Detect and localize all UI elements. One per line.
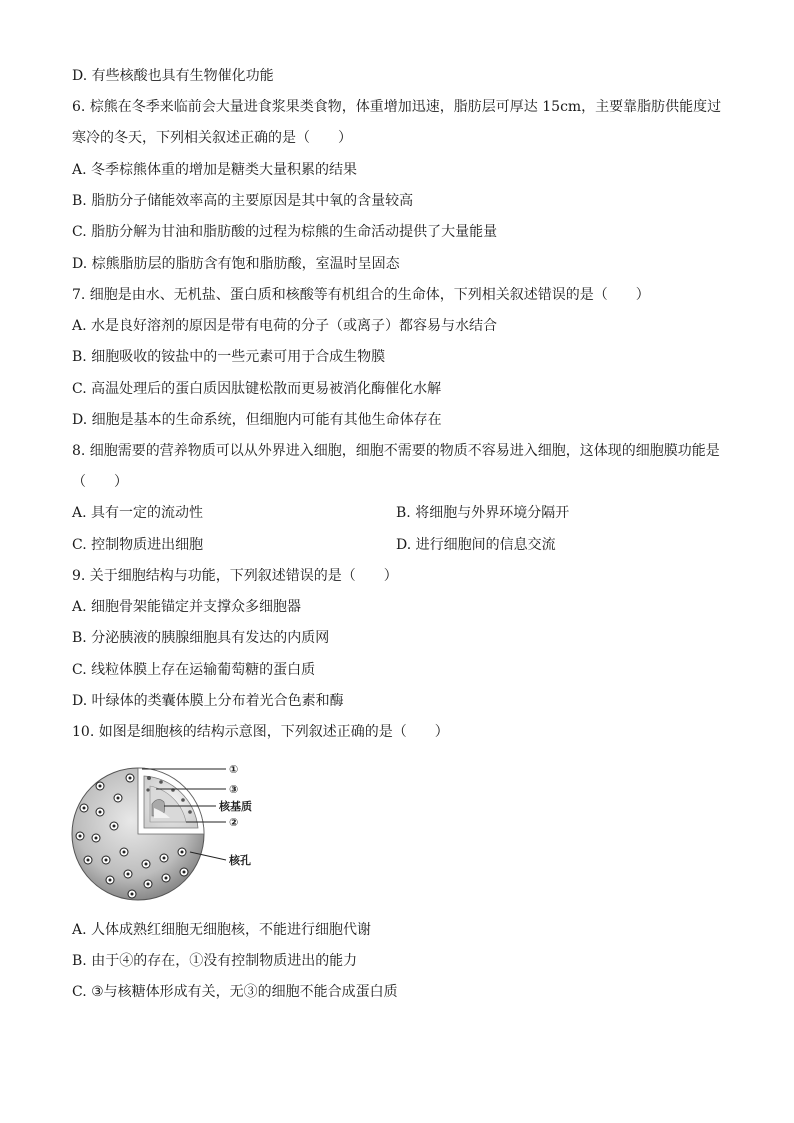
q7-stem: 7. 细胞是由水、无机盐、蛋白质和核酸等有机组合的生命体，下列相关叙述错误的是（ ） <box>72 287 650 303</box>
q8-option-a: A. 具有一定的流动性 <box>72 505 204 521</box>
q6-option-d: D. 棕熊脂肪层的脂肪含有饱和脂肪酸，室温时呈固态 <box>72 256 400 272</box>
label-nuclear-pore: 核孔 <box>229 854 251 867</box>
q6-option-c: C. 脂肪分解为甘油和脂肪酸的过程为棕熊的生命活动提供了大量能量 <box>72 224 498 240</box>
nucleus-diagram <box>66 756 266 906</box>
q7-option-a: A. 水是良好溶剂的原因是带有电荷的分子（或离子）都容易与水结合 <box>72 318 498 334</box>
q9-option-a: A. 细胞骨架能锚定并支撑众多细胞器 <box>72 599 302 615</box>
q10-stem: 10. 如图是细胞核的结构示意图，下列叙述正确的是（ ） <box>72 724 449 740</box>
q8-option-c: C. 控制物质进出细胞 <box>72 537 204 553</box>
q6-option-a: A. 冬季棕熊体重的增加是糖类大量积累的结果 <box>72 162 358 178</box>
q9-option-b: B. 分泌胰液的胰腺细胞具有发达的内质网 <box>72 630 330 646</box>
q10-option-a: A. 人体成熟红细胞无细胞核，不能进行细胞代谢 <box>72 922 372 938</box>
q7-option-b: B. 细胞吸收的铵盐中的一些元素可用于合成生物膜 <box>72 349 386 365</box>
label-3: ③ <box>229 783 239 796</box>
q8-option-b: B. 将细胞与外界环境分隔开 <box>396 505 570 521</box>
q7-option-c: C. 高温处理后的蛋白质因肽键松散而更易被消化酶催化水解 <box>72 381 442 397</box>
q8-stem: 8. 细胞需要的营养物质可以从外界进入细胞，细胞不需要的物质不容易进入细胞，这体现的细胞膜功能是（ ） <box>72 443 720 490</box>
q9-option-d: D. 叶绿体的类囊体膜上分布着光合色素和酶 <box>72 693 344 709</box>
q9-option-c: C. 线粒体膜上存在运输葡萄糖的蛋白质 <box>72 662 316 678</box>
label-nuclear-matrix: 核基质 <box>219 800 252 813</box>
q6-stem: 6. 棕熊在冬季来临前会大量进食浆果类食物，体重增加迅速，脂肪层可厚达 15cm，主要靠脂肪供能度过寒冷的冬天，下列相关叙述正确的是（ ） <box>72 99 722 146</box>
q10-option-c: C. ③与核糖体形成有关，无③的细胞不能合成蛋白质 <box>72 984 398 1000</box>
q5-option-d: D. 有些核酸也具有生物催化功能 <box>72 68 274 84</box>
q6-option-b: B. 脂肪分子储能效率高的主要原因是其中氧的含量较高 <box>72 193 414 209</box>
q7-option-d: D. 细胞是基本的生命系统，但细胞内可能有其他生命体存在 <box>72 412 442 428</box>
q10-option-b: B. 由于④的存在，①没有控制物质进出的能力 <box>72 953 358 969</box>
q8-option-d: D. 进行细胞间的信息交流 <box>396 537 556 553</box>
label-2: ② <box>229 816 239 829</box>
q9-stem: 9. 关于细胞结构与功能，下列叙述错误的是（ ） <box>72 568 398 584</box>
label-1: ① <box>229 763 239 776</box>
